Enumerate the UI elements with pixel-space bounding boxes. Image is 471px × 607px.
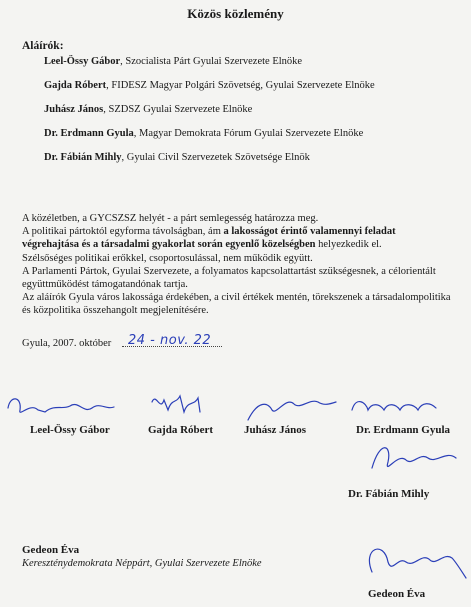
signature-juhasz <box>248 401 336 420</box>
paragraph: Szélsőséges politikai erőkkel, csoportosulással, nem működik együtt. <box>22 252 313 264</box>
paragraph: Az aláírók Gyula város lakossága érdekében, a civil értékek mentén, törekszenek a társadalompolitika és közpolitika összehangolt megjelenítésére. <box>22 292 451 317</box>
signature-name: Leel-Össy Gábor <box>30 424 110 436</box>
signature-erdmann <box>352 402 436 410</box>
signer-role: , Gyulai Civil Szervezetek Szövetsége Elnök <box>121 152 310 163</box>
paragraph: A közéletben, a GYCSZSZ helyét - a párt semlegesség határozza meg. <box>22 213 319 224</box>
signer-role: , Szocialista Párt Gyulai Szervezete Elnöke <box>120 56 303 67</box>
date-line: Gyula, 2007. október <box>22 338 112 349</box>
gedeon-role: Kereszténydemokrata Néppárt, Gyulai Szervezete Elnöke <box>22 558 262 569</box>
paragraph-text: helyezkedik el. <box>315 239 382 251</box>
paragraph-bold-text: a lakosságot érintő valamennyi feladat végrehajtása és a társadalmi gyakorlat során egyenlő közelségben <box>22 226 396 251</box>
signer-name: Leel-Össy Gábor <box>44 56 121 67</box>
paragraph-text: A politikai pártoktól egyforma távolságban, ám <box>22 226 224 238</box>
signer-role: , Magyar Demokrata Fórum Gyulai Szervezete Elnöke <box>133 128 364 139</box>
signer-name: Dr. Fábián Mihly <box>44 152 122 163</box>
signer-name: Dr. Erdmann Gyula <box>44 128 134 139</box>
handwritten-date: 24 - nov. 22 <box>128 333 212 348</box>
signature-fabian <box>372 448 456 468</box>
document-title: Közös közlemény <box>187 6 284 21</box>
paragraph: A Parlamenti Pártok, Gyulai Szervezete, a folyamatos kapcsolattartást szükségesnek, a célorientált együttműködést támogatandónak tartja. <box>22 265 436 291</box>
gedeon-name: Gedeon Éva <box>22 544 80 556</box>
signer-role: , FIDESZ Magyar Polgári Szövetség, Gyulai Szervezete Elnöke <box>106 80 375 91</box>
signature-name: Gedeon Éva <box>368 588 426 600</box>
signature-name: Dr. Erdmann Gyula <box>356 424 451 436</box>
signer-name: Gajda Róbert <box>44 80 107 91</box>
signers-label: Aláírók: <box>22 40 64 52</box>
signer-name: Juhász János <box>44 104 104 115</box>
signature-name: Juhász János <box>244 424 307 436</box>
signature-gajda <box>152 396 200 412</box>
signature-name: Dr. Fábián Mihly <box>348 488 430 500</box>
signature-name: Gajda Róbert <box>148 424 214 436</box>
signature-leel-ossy <box>8 399 114 412</box>
signer-role: , SZDSZ Gyulai Szervezete Elnöke <box>103 104 253 115</box>
signature-gedeon <box>369 549 466 578</box>
